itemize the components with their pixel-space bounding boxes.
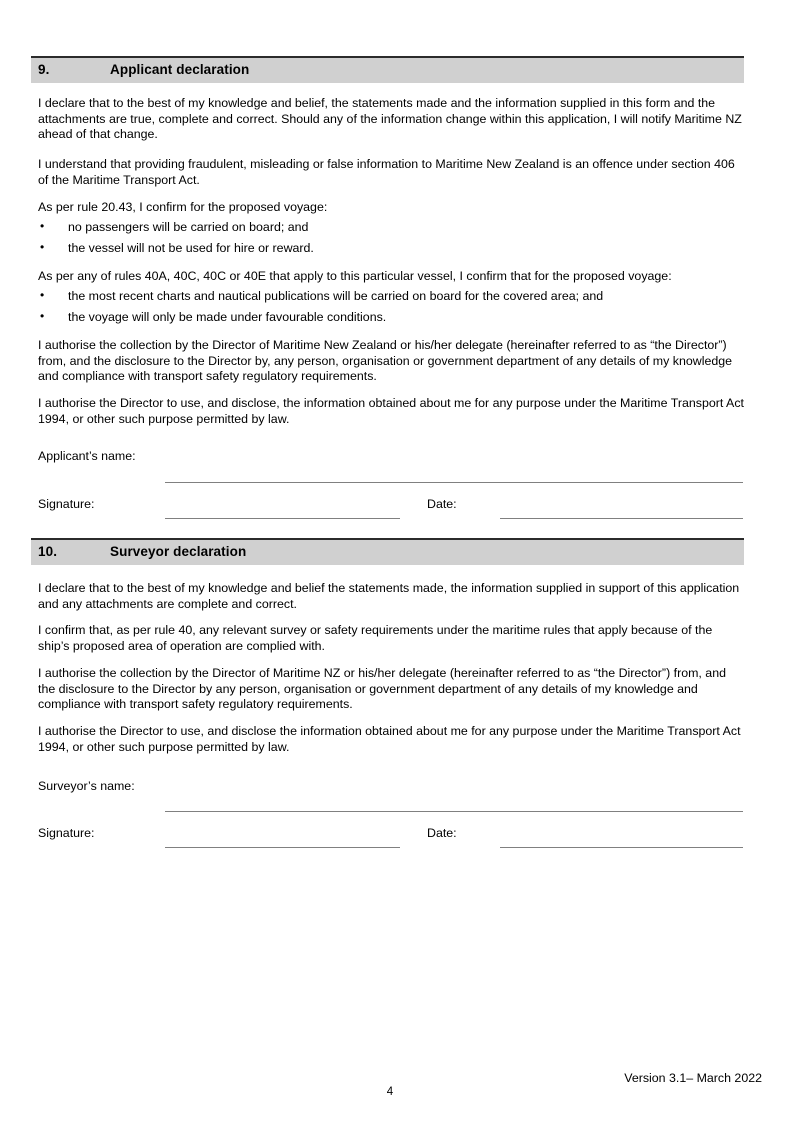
paragraph-surveyor-authorise-collection: I authorise the collection by the Director of Maritime NZ or his/her delegate (hereinafter referred to as “the Director”) from, and the disclosure to the Director by any person, organisation or government department of any details of my knowledge and compliance with transport safety regulatory requirements. bbox=[38, 666, 726, 712]
applicant-signature-input-line[interactable] bbox=[165, 518, 400, 519]
bullet-icon: • bbox=[40, 240, 45, 254]
section-number: 10. bbox=[38, 544, 58, 559]
surveyor-date-input-line[interactable] bbox=[500, 847, 743, 848]
list-item bbox=[38, 289, 744, 305]
list-item-label: the vessel will not be used for hire or reward. bbox=[68, 241, 314, 255]
bullet-icon: • bbox=[40, 219, 45, 233]
paragraph-surveyor-declare: I declare that to the best of my knowledge and belief the statements made, the information supplied in support of this application and any attachments are complete and correct. bbox=[38, 581, 740, 611]
applicant-date-input-line[interactable] bbox=[500, 518, 743, 519]
paragraph-applicant-declare: I declare that to the best of my knowledge and belief, the statements made and the information supplied in this form and the attachments are true, complete and correct. Should any of the information change within this application, I will notify Maritime NZ ahead of that change. bbox=[38, 96, 742, 142]
paragraph-applicant-fraud-offence: I understand that providing fraudulent, misleading or false information to Maritime New Zealand is an offence under section 406 of the Maritime Transport Act. bbox=[38, 157, 735, 187]
section-header-surveyor-declaration bbox=[31, 538, 744, 565]
paragraph-applicant-authorise-collection: I authorise the collection by the Director of Maritime New Zealand or his/her delegate (hereinafter referred to as “the Director”) from, and the disclosure to the Director by, any person, organisation or government department of any details of my knowledge and compliance with transport safety regulatory requirements. bbox=[38, 338, 733, 384]
surveyor-signature-label: Signature: bbox=[38, 826, 95, 840]
applicant-date-label: Date: bbox=[427, 497, 457, 511]
section-title: Surveyor declaration bbox=[110, 544, 247, 559]
list-item-label: the voyage will only be made under favourable conditions. bbox=[68, 310, 387, 324]
paragraph-applicant-rule-2043-leadin: As per rule 20.43, I confirm for the proposed voyage: bbox=[38, 200, 328, 214]
list-item bbox=[38, 310, 744, 326]
bullet-icon: • bbox=[40, 309, 45, 323]
section-header-applicant-declaration bbox=[31, 56, 744, 83]
surveyor-name-label: Surveyor’s name: bbox=[38, 779, 135, 793]
paragraph-applicant-authorise-use: I authorise the Director to use, and disclose, the information obtained about me for any purpose under the Maritime Transport Act 1994, or other such purpose permitted by law. bbox=[38, 396, 744, 426]
footer-version-note: Version 3.1– March 2022 bbox=[624, 1071, 762, 1085]
bullet-icon: • bbox=[40, 288, 45, 302]
paragraph-surveyor-rule-40: I confirm that, as per rule 40, any relevant survey or safety requirements under the maritime rules that apply because of the ship’s proposed area of operation are complied with. bbox=[38, 623, 713, 653]
section-title: Applicant declaration bbox=[110, 62, 250, 77]
applicant-signature-label: Signature: bbox=[38, 497, 95, 511]
paragraph-surveyor-authorise-use: I authorise the Director to use, and disclose the information obtained about me for any purpose under the Maritime Transport Act 1994, or other such purpose permitted by law. bbox=[38, 724, 741, 754]
list-item-label: no passengers will be carried on board; and bbox=[68, 220, 309, 234]
list-item-label: the most recent charts and nautical publications will be carried on board for the covered area; and bbox=[68, 289, 604, 303]
surveyor-signature-input-line[interactable] bbox=[165, 847, 400, 848]
surveyor-name-input-line[interactable] bbox=[165, 811, 743, 812]
surveyor-date-label: Date: bbox=[427, 826, 457, 840]
section-number: 9. bbox=[38, 62, 50, 77]
applicant-name-label: Applicant’s name: bbox=[38, 449, 136, 463]
paragraph-applicant-rules-40-leadin: As per any of rules 40A, 40C, 40C or 40E that apply to this particular vessel, I confirm that for the proposed voyage: bbox=[38, 269, 672, 283]
footer-page-number: 4 bbox=[386, 1086, 394, 1098]
list-item bbox=[38, 220, 744, 236]
list-item bbox=[38, 241, 744, 257]
applicant-name-input-line[interactable] bbox=[165, 482, 743, 483]
